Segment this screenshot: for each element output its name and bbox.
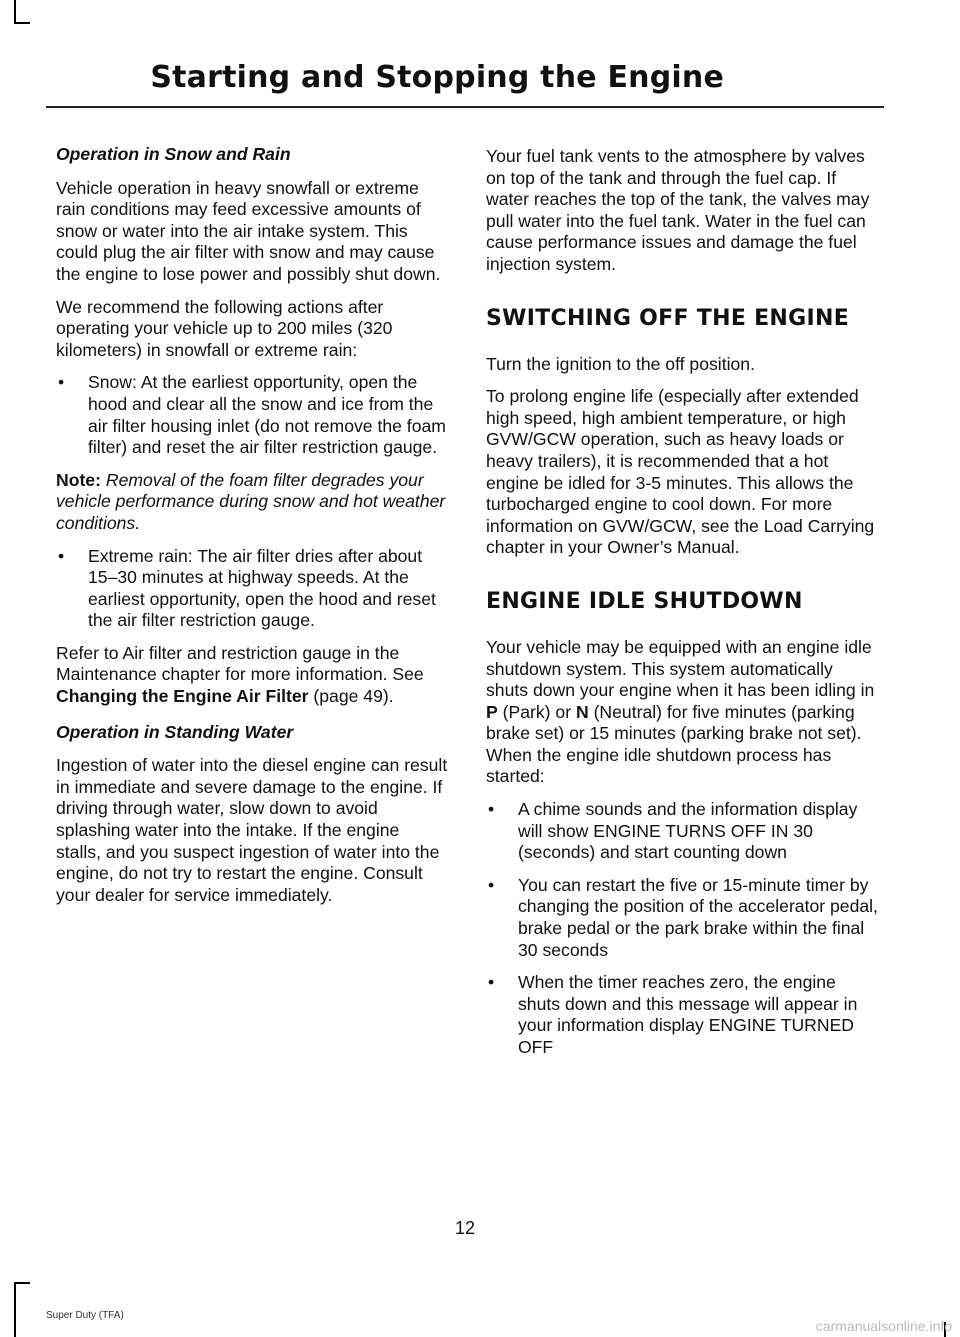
list-item: • Snow: At the earliest opportunity, open the hood and clear all the snow and ice from the air filter housing inlet (do not remove the foam filter) and reset the air filter restriction gauge. xyxy=(56,372,448,458)
snow-rain-heading: Operation in Snow and Rain xyxy=(56,144,291,164)
watermark: carmanualsonline.info xyxy=(815,1318,952,1334)
footer-model: Super Duty (TFA) xyxy=(46,1310,124,1321)
crop-mark xyxy=(14,1282,16,1337)
idle-text: Your vehicle may be equipped with an engine idle shutdown system. This system automatically shuts down your engine when it has been idling in xyxy=(486,636,875,701)
list-item: • You can restart the five or 15-minute timer by changing the position of the accelerator pedal, brake pedal or the park brake within the final 30 seconds xyxy=(486,875,878,961)
snow-list xyxy=(56,372,448,458)
fuel-tank-paragraph: Your fuel tank vents to the atmosphere by valves on top of the tank and through the fuel cap. If water reaches the top of the tank, the valves may pull water into the fuel tank. Water in the fuel can cause performance issues and damage the fuel injection system. xyxy=(486,146,870,274)
idle-shutdown-heading: ENGINE IDLE SHUTDOWN xyxy=(486,588,803,614)
right-column xyxy=(486,146,878,1070)
list-item: • Extreme rain: The air filter dries after about 15–30 minutes at highway speeds. At the earliest opportunity, open the hood and reset the air filter restriction gauge. xyxy=(56,546,448,632)
crop-mark xyxy=(14,22,30,24)
snow-rain-paragraph: Vehicle operation in heavy snowfall or extreme rain conditions may feed excessive amounts of snow or water into the air intake system. This could plug the air filter with snow and may cause the engine to lose power and possibly shut down. xyxy=(56,177,441,284)
idle-text-rest: (Neutral) for five minutes (parking brake set) or 15 minutes (parking brake not set). When the engine idle shutdown process has started: xyxy=(486,701,862,787)
neutral-symbol: N xyxy=(575,701,589,722)
note xyxy=(56,470,448,535)
switching-off-heading: SWITCHING OFF THE ENGINE xyxy=(486,305,850,331)
list-item: • A chime sounds and the information display will show ENGINE TURNS OFF IN 30 (seconds) and start counting down xyxy=(486,799,878,864)
left-column xyxy=(56,144,448,917)
standing-water-paragraph: Ingestion of water into the diesel engine can result in immediate and severe damage to the engine. If driving through water, slow down to avoid splashing water into the intake. If the engine stalls, and you suspect ingestion of water into the engine, do not try to restart the engine. Consult your dealer for service immediately. xyxy=(56,755,448,905)
refer-page: (page 49). xyxy=(313,686,394,707)
rain-list xyxy=(56,546,448,632)
switching-paragraph-2: To prolong engine life (especially after extended high speed, high ambient temperature, or high GVW/GCW operation, such as heavy loads or heavy trailers), it is recommended that a hot engine be idled for 3-5 minutes. This allows the turbocharged engine to cool down. For more information on GVW/GCW, see the Load Carrying chapter in your Owner’s Manual. xyxy=(486,386,875,558)
idle-list xyxy=(486,799,878,1059)
refer-text: Refer to Air filter and restriction gauge in the Maintenance chapter for more information. See xyxy=(56,642,424,685)
list-item: • When the timer reaches zero, the engine shuts down and this message will appear in your information display ENGINE TURNED OFF xyxy=(486,972,878,1058)
park-symbol: P xyxy=(486,701,498,722)
crop-mark xyxy=(14,0,16,22)
page-title: Starting and Stopping the Engine xyxy=(150,60,724,95)
air-filter-link[interactable]: Changing the Engine Air Filter xyxy=(56,686,309,707)
refer-paragraph xyxy=(56,643,448,708)
crop-mark xyxy=(14,1282,30,1284)
note-label: Note: xyxy=(56,469,101,490)
note-text: Removal of the foam filter degrades your vehicle performance during snow and hot weather conditions. xyxy=(56,469,446,533)
switching-paragraph-1: Turn the ignition to the off position. xyxy=(486,353,755,374)
standing-water-heading: Operation in Standing Water xyxy=(56,721,294,742)
header-rule xyxy=(46,106,884,108)
page-number: 12 xyxy=(454,1218,476,1238)
park-text: (Park) or xyxy=(502,701,572,722)
snow-rain-recommend: We recommend the following actions after operating your vehicle up to 200 miles (320 kilometers) in snowfall or extreme rain: xyxy=(56,296,393,360)
idle-paragraph xyxy=(486,637,878,788)
